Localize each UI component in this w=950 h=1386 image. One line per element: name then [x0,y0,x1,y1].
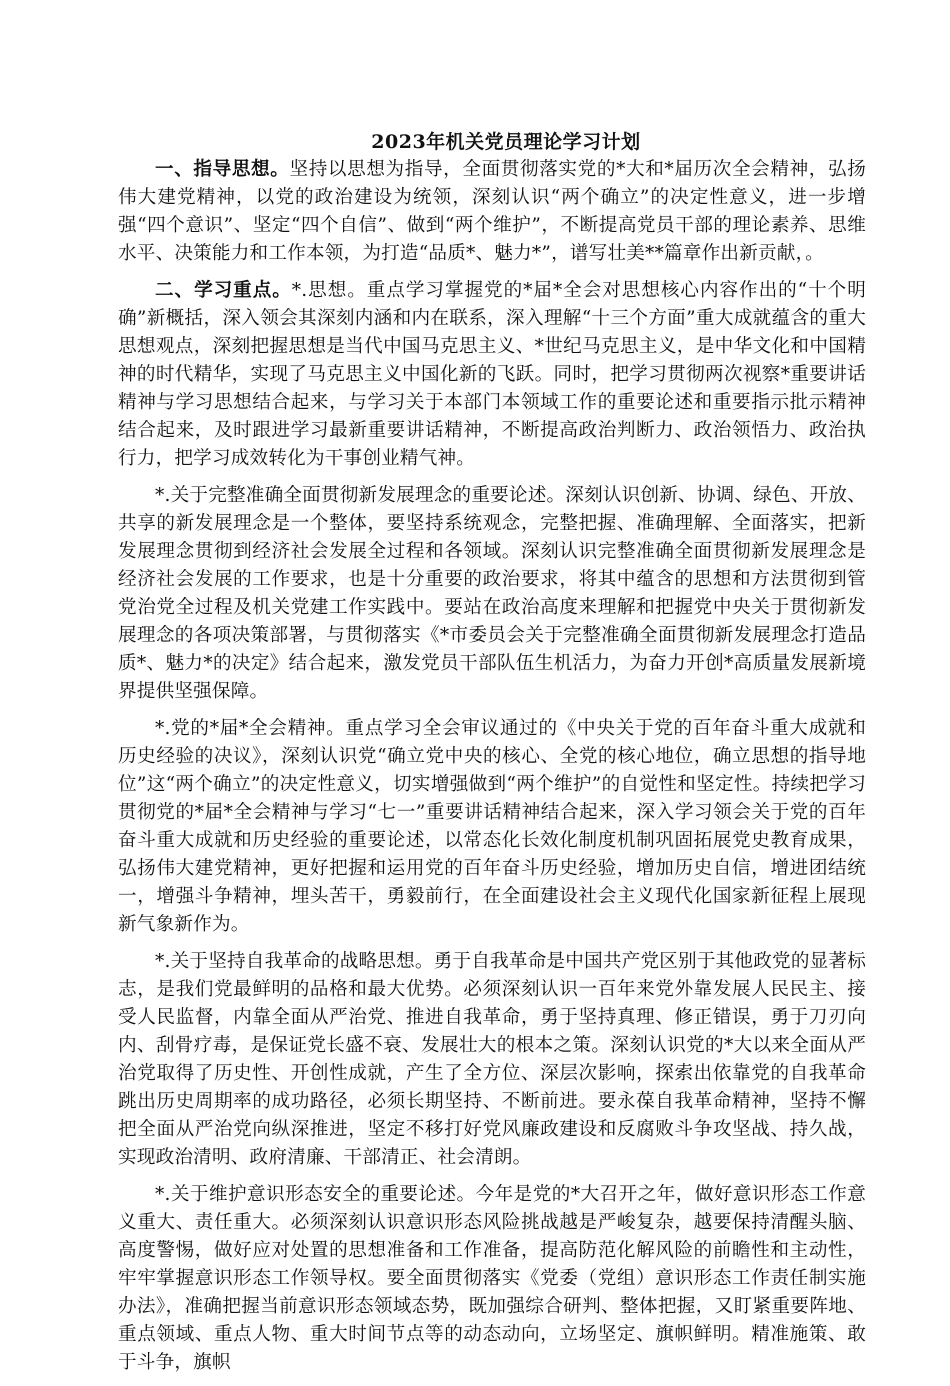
section-heading: 二、学习重点。 [155,280,292,301]
paragraph-text: *.思想。重点学习掌握党的*届*全会对思想核心内容作出的“十个明确”新概括，深入领会其深刻内涵和内在联系，深入理解“十三个方面”重大成就蕴含的重大思想观点，深刻把握思想是当代中国马克思主义、*世纪马克思主义，是中华文化和中国精神的时代精华，实现了马克思主义中国化新的飞跃。同时，把学习贯彻两次视察*重要讲话精神与学习思想结合起来，与学习关于本部门本领域工作的重要论述和重要指示批示精神结合起来，及时跟进学习最新重要讲话精神，不断提高政治判断力、政治领悟力、政治执行力，把学习成效转化为干事创业精气神。 [118,280,866,469]
paragraph-text: *.关于坚持自我革命的战略思想。勇于自我革命是中国共产党区别于其他政党的显著标志，是我们党最鲜明的品格和最大优势。必须深刻认识一百年来党外靠发展人民民主、接受人民监督，内靠全面从严治党、推进自我革命，勇于坚持真理、修正错误，勇于刀刃向内、刮骨疗毒，是保证党长盛不衰、发展壮大的根本之策。深刻认识党的*大以来全面从严治党取得了历史性、开创性成就，产生了全方位、深层次影响，探索出依靠党的自我革命跳出历史周期率的成功路径，必须长期坚持、不断前进。要永葆自我革命精神，坚持不懈把全面从严治党向纵深推进，坚定不移打好党风廉政建设和反腐败斗争攻坚战、持久战，实现政治清明、政府清廉、干部清正、社会清朗。 [118,951,866,1168]
paragraph-text: *.关于完整准确全面贯彻新发展理念的重要论述。深刻认识创新、协调、绿色、开放、共享的新发展理念是一个整体，要坚持系统观念，完整把握、准确理解、全面落实，把新发展理念贯彻到经济社会发展全过程和各领域。深刻认识完整准确全面贯彻新发展理念是经济社会发展的工作要求，也是十分重要的政治要求，将其中蕴含的思想和方法贯彻到管党治党全过程及机关党建工作实践中。要站在政治高度来理解和把握党中央关于贯彻新发展理念的各项决策部署，与贯彻落实《*市委员会关于完整准确全面贯彻新发展理念打造品质*、魅力*的决定》结合起来，激发党员干部队伍生机活力，为奋力开创*高质量发展新境界提供坚强保障。 [118,485,866,702]
paragraph-guiding-ideology [118,156,866,268]
paragraph-plenary-spirit [118,715,866,939]
paragraph-text: *.党的*届*全会精神。重点学习全会审议通过的《中央关于党的百年奋斗重大成就和历史经验的决议》，深刻认识党“确立党中央的核心、全党的核心地位，确立思想的指导地位”这“两个确立”的决定性意义，切实增强做到“两个维护”的自觉性和坚定性。持续把学习贯彻党的*届*全会精神与学习“七一”重要讲话精神结合起来，深入学习领会关于党的百年奋斗重大成就和历史经验的重要论述，以常态化长效化制度机制巩固拓展党史教育成果，弘扬伟大建党精神，更好把握和运用党的百年奋斗历史经验，增加历史自信，增进团结统一，增强斗争精神，埋头苦干，勇毅前行，在全面建设社会主义现代化国家新征程上展现新气象新作为。 [118,718,866,935]
paragraph-ideology-security [118,1181,866,1377]
paragraph-text: 坚持以思想为指导，全面贯彻落实党的*大和*届历次全会精神，弘扬伟大建党精神，以党的政治建设为统领，深刻认识“两个确立”的决定性意义，进一步增强“四个意识”、坚定“四个自信”、做到“两个维护”，不断提高党员干部的理论素养、思维水平、决策能力和工作本领，为打造“品质*、魅力*”，谱写壮美**篇章作出新贡献，。 [118,159,867,264]
document-title: 2023年机关党员理论学习计划 [371,131,641,153]
paragraph-self-revolution [118,948,866,1172]
paragraph-new-development [118,482,866,706]
section-heading: 一、指导思想。 [155,159,290,180]
document-page [118,128,866,1386]
paragraph-text: *.关于维护意识形态安全的重要论述。今年是党的*大召开之年，做好意识形态工作意义重大、责任重大。必须深刻认识意识形态风险挑战越是严峻复杂，越要保持清醒头脑、高度警惕，做好应对处置的思想准备和工作准备，提高防范化解风险的前瞻性和主动性，牢牢掌握意识形态工作领导权。要全面贯彻落实《党委（党组）意识形态工作责任制实施办法》，准确把握当前意识形态领域态势，既加强综合研判、整体把握，又盯紧重要阵地、重点领域、重点人物、重大时间节点等的动态动向，立场坚定、旗帜鲜明。精准施策、敢于斗争，旗帜 [118,1184,866,1373]
paragraph-study-focus [118,277,866,473]
